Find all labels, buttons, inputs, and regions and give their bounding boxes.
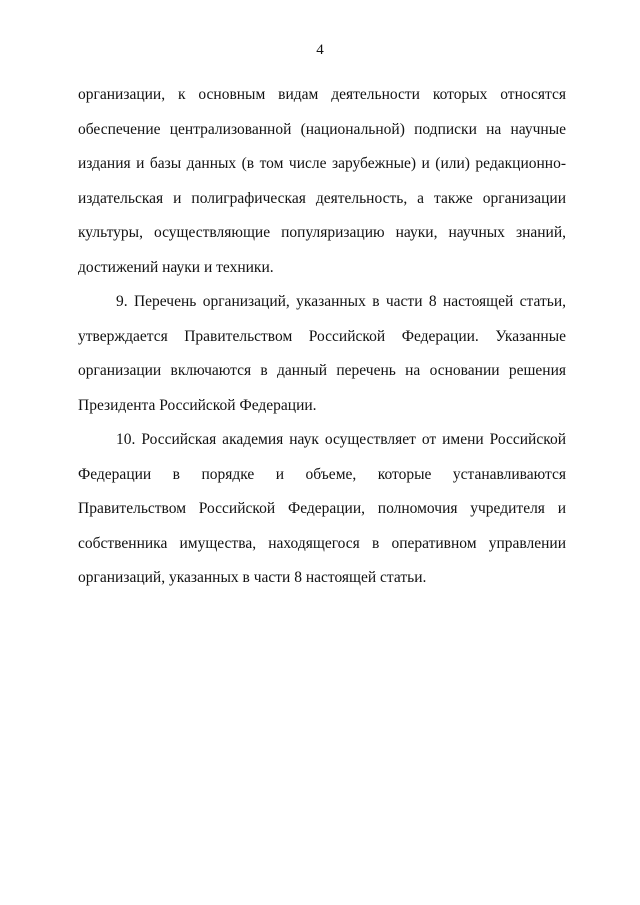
page-number: 4 xyxy=(316,42,324,58)
paragraph-continuation: организации, к основным видам деятельности которых относятся обеспечение централизованной (национальной) подписки на научные издания и базы данных (в том числе зарубежные) и (или) редакционно-издательская и полиграфическая деятельность, а также организации культуры, осуществляющие популяризацию науки, научных знаний, достижений науки и техники. xyxy=(78,86,566,276)
paragraph-item-10: 10. Российская академия наук осуществляет от имени Российской Федерации в порядке и объеме, которые устанавливаются Правительством Российской Федерации, полномочия учредителя и собственника имущества, находящегося в оперативном управлении организаций, указанных в части 8 настоящей статьи. xyxy=(78,431,566,586)
paragraph-item-9: 9. Перечень организаций, указанных в части 8 настоящей статьи, утверждается Правительством Российской Федерации. Указанные организации включаются в данный перечень на основании решения Президента Российской Федерации. xyxy=(78,293,566,414)
document-body xyxy=(78,78,566,596)
